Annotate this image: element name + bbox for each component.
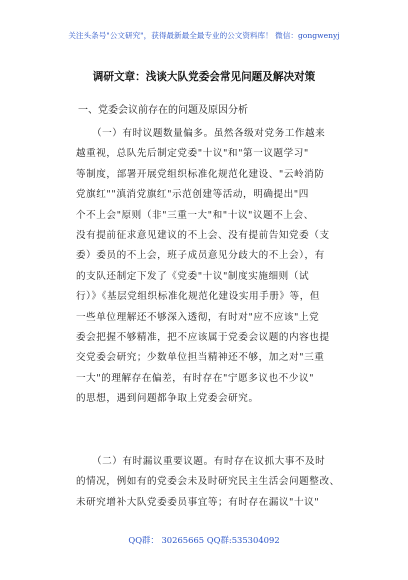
paragraph-line: 未研究增补大队党委委员事宜等；有时存在漏议"十议" (76, 496, 320, 508)
section-heading: 一、党委会议前存在的问题及原因分析 (78, 105, 248, 116)
paragraph-line: 一些单位理解还不够深入透彻，有时对"应不应该"上党 (76, 311, 320, 323)
footer-qq-groups: QQ群： 30265665 QQ群:535304092 (128, 535, 280, 545)
paragraph-line: 等制度，部署开展党组织标准化规范化建设、"云岭消防 (76, 168, 325, 180)
paragraph-1 (76, 124, 344, 409)
paragraph-line: （一）有时议题数量偏多。虽然各级对党务工作越来 (92, 128, 326, 139)
paragraph-line: （二）有时漏议重要议题。有时存在议抓大事不及时 (92, 456, 326, 467)
paragraph-line: 委）委员的不上会，班子成员意见分歧大的不上会），有 (76, 250, 325, 262)
paragraph-line: 党旗红""滇消党旗红"示范创建等活动，明确提出"四 (76, 189, 309, 201)
paragraph-line: 委会把握不够精准，把不应该属于党委会议题的内容也提 (76, 331, 330, 343)
paragraph-line: 一大"的理解存在偏差，有时存在"宁愿多议也不少议" (76, 372, 315, 384)
paragraph-line: 的支队还制定下发了《党委"十议"制度实施细则（试 (76, 270, 310, 282)
paragraph-line: 个不上会"原则（非"三重一大"和"十议"议题不上会、 (76, 209, 314, 221)
paragraph-2 (76, 452, 344, 513)
paragraph-line: 行）》《基层党组织标准化规范化建设实用手册》等，但 (76, 291, 320, 303)
header-promo-note: 关注头条号"公文研究"，获得最新最全最专业的公文资料库！ 微信：gongwenyj (68, 31, 340, 40)
paragraph-line: 的情况，例如有的党委会未及时研究民主生活会问题整改、 (76, 476, 340, 488)
paragraph-line: 越重视，总队先后制定党委"十议"和"第一议题学习" (76, 148, 309, 160)
document-title: 调研文章：浅谈大队党委会常见问题及解决对策 (92, 71, 316, 83)
paragraph-line: 的思想，遇到问题都争取上党委会研究。 (76, 393, 259, 405)
paragraph-line: 没有提前征求意见建议的不上会、没有提前告知党委（支 (76, 229, 330, 241)
paragraph-line: 交党委会研究；少数单位担当精神还不够，加之对"三重 (76, 352, 325, 364)
